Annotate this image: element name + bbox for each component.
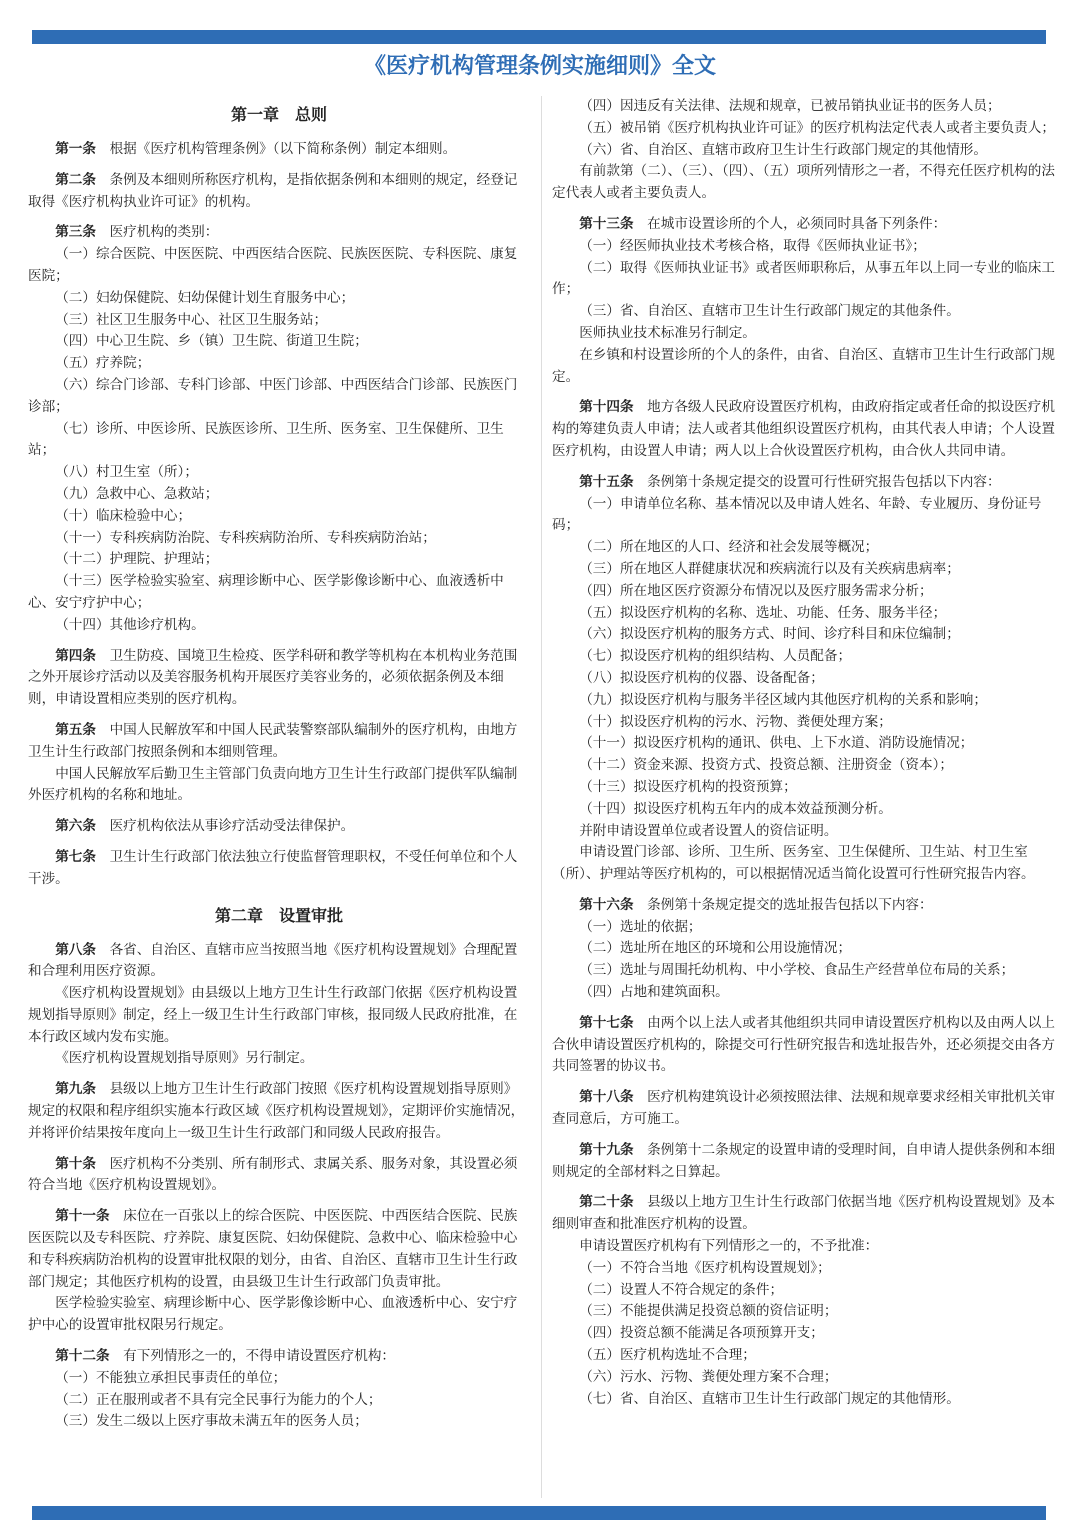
article-tag: 第十四条	[579, 399, 634, 416]
article-text: 条例第十条规定提交的选址报告包括以下内容：	[647, 896, 933, 913]
list-item: （六）污水、污物、粪便处理方案不合理；	[579, 1368, 838, 1385]
list-item: （二）正在服刑或者不具有完全民事行为能力的个人；	[55, 1391, 382, 1408]
list-item: （九）拟设医疗机构与服务半径区域内其他医疗机构的关系和影响；	[579, 691, 987, 708]
list-item: （一）不符合当地《医疗机构设置规划》；	[579, 1259, 831, 1276]
article-16	[552, 895, 1058, 917]
list-item: （一）选址的依据；	[579, 918, 702, 935]
list-item: （四）中心卫生院、乡（镇）卫生院、街道卫生院；	[55, 333, 368, 350]
list-item: （十）临床检验中心；	[55, 507, 192, 524]
article-tag: 第十三条	[579, 215, 634, 232]
article-tag: 第五条	[55, 721, 96, 738]
article-text: 卫生计生行政部门依法独立行使监督管理职权，不受任何单位和个人干涉。	[28, 848, 518, 887]
article-tag: 第十八条	[579, 1089, 634, 1106]
article-tag: 第一条	[55, 141, 96, 157]
left-column	[28, 96, 530, 1498]
article-3	[28, 222, 530, 244]
article-text: 由两个以上法人或者其他组织共同申请设置医疗机构以及由两人以上合伙申请设置医疗机构的，除提交可行性研究报告和选址报告外，还必须提交由各方共同签署的协议书。	[552, 1014, 1055, 1075]
list-item: （六）省、自治区、直辖市政府卫生计生行政部门规定的其他情形。	[579, 141, 987, 158]
article-text: 各省、自治区、直辖市应当按照当地《医疗机构设置规划》合理配置和合理利用医疗资源。	[28, 941, 518, 980]
column-divider	[541, 96, 542, 1498]
article-paragraph: 《医疗机构设置规划》由县级以上地方卫生计生行政部门依据《医疗机构设置规划指导原则》制定，经上一级卫生计生行政部门审核，报同级人民政府批准，在本行政区域内发布实施。	[28, 985, 518, 1045]
article-15	[552, 472, 1058, 494]
list-item: （一）不能独立承担民事责任的单位；	[55, 1369, 287, 1386]
list-item: （六）拟设医疗机构的服务方式、时间、诊疗科目和床位编制；	[579, 626, 960, 643]
list-item: （五）医疗机构选址不合理；	[579, 1347, 756, 1364]
list-item: （三）社区卫生服务中心、社区卫生服务站；	[55, 311, 328, 328]
list-item: （二）选址所在地区的环境和公用设施情况；	[579, 940, 852, 957]
article-paragraph: 医师执业技术标准另行制定。	[579, 324, 756, 341]
article-17	[552, 1013, 1058, 1078]
article-text: 医疗机构建筑设计必须按照法律、法规和规章要求经相关审批机关审查同意后，方可施工。	[552, 1089, 1055, 1128]
list-item: （五）疗养院；	[55, 355, 151, 372]
article-tag: 第二十条	[579, 1194, 634, 1211]
article-8	[28, 940, 530, 984]
list-item: （二）取得《医师执业证书》或者医师职称后，从事五年以上同一专业的临床工作；	[552, 259, 1055, 298]
article-text: 根据《医疗机构管理条例》（以下简称条例）制定本细则。	[109, 141, 457, 157]
article-13	[552, 214, 1058, 236]
article-paragraph: 申请设置门诊部、诊所、卫生所、医务室、卫生保健所、卫生站、村卫生室（所）、护理站等医疗机构的，可以根据情况适当简化设置可行性研究报告内容。	[552, 844, 1035, 883]
article-paragraph: 并附申请设置单位或者设置人的资信证明。	[579, 822, 838, 839]
article-paragraph: 《医疗机构设置规划指导原则》另行制定。	[55, 1050, 314, 1067]
article-7	[28, 847, 530, 891]
list-item: （五）被吊销《医疗机构执业许可证》的医疗机构法定代表人或者主要负责人；	[579, 119, 1055, 136]
article-text: 中国人民解放军和中国人民武装警察部队编制外的医疗机构，由地方卫生计生行政部门按照条例和本细则管理。	[28, 721, 518, 760]
chapter-heading: 第一章 总则	[230, 105, 327, 124]
article-18	[552, 1087, 1058, 1131]
article-tag: 第十条	[55, 1155, 96, 1172]
article-12	[28, 1346, 530, 1368]
list-item: （四）所在地区医疗资源分布情况以及医疗服务需求分析；	[579, 582, 933, 599]
list-item: （一）经医师执业技术考核合格，取得《医师执业证书》；	[579, 237, 926, 254]
article-tag: 第十二条	[55, 1348, 110, 1365]
list-item: （十二）资金来源、投资方式、投资总额、注册资金（资本）；	[579, 757, 954, 774]
right-column	[552, 96, 1058, 1498]
list-item: （十二）护理院、护理站；	[55, 551, 219, 568]
list-item: （一）综合医院、中医医院、中西医结合医院、民族医医院、专科医院、康复医院；	[28, 246, 518, 284]
article-text: 床位在一百张以上的综合医院、中医医院、中西医结合医院、民族医医院以及专科医院、疗养院、康复医院、妇幼保健院、急救中心、临床检验中心和专科疾病防治机构的设置审批权限的划分，由省、自治区、直辖市卫生计生行政部门规定；其他医疗机构的设置，由县级卫生计生行政部门负责审批。	[28, 1208, 518, 1290]
chapter-heading: 第二章 设置审批	[214, 905, 343, 925]
list-item: （二）所在地区的人口、经济和社会发展等概况；	[579, 539, 879, 556]
article-tag: 第十六条	[579, 896, 634, 913]
article-tag: 第十五条	[579, 473, 634, 490]
list-item: （七）省、自治区、直辖市卫生计生行政部门规定的其他情形。	[579, 1390, 960, 1407]
list-item: （四）占地和建筑面积。	[579, 984, 729, 1001]
bottom-color-bar	[32, 1506, 1046, 1520]
article-text: 医疗机构不分类别、所有制形式、隶属关系、服务对象，其设置必须符合当地《医疗机构设置规划》。	[28, 1155, 518, 1194]
list-item: （三）不能提供满足投资总额的资信证明；	[579, 1303, 838, 1320]
list-item: （十三）医学检验实验室、病理诊断中心、医学影像诊断中心、血液透析中心、安宁疗护中心；	[28, 573, 504, 611]
article-14	[552, 397, 1058, 462]
article-tag: 第八条	[55, 941, 96, 958]
list-item: （十）拟设医疗机构的污水、污物、粪便处理方案；	[579, 713, 892, 730]
article-paragraph: 中国人民解放军后勤卫生主管部门负责向地方卫生计生行政部门提供军队编制外医疗机构的名称和地址。	[28, 765, 518, 804]
list-item: （十四）其他诊疗机构。	[55, 616, 205, 633]
list-item: （八）拟设医疗机构的仪器、设备配备；	[579, 669, 824, 686]
article-text: 条例第十二条规定的设置申请的受理时间，自申请人提供条例和本细则规定的全部材料之日算起。	[552, 1141, 1055, 1180]
article-paragraph: 申请设置医疗机构有下列情形之一的，不予批准：	[579, 1238, 879, 1255]
article-11	[28, 1206, 530, 1293]
article-tag: 第十一条	[55, 1208, 110, 1225]
article-tag: 第十七条	[579, 1014, 634, 1031]
list-item: （三）省、自治区、直辖市卫生计生行政部门规定的其他条件。	[579, 303, 960, 320]
list-item: （二）妇幼保健院、妇幼保健计划生育服务中心；	[55, 289, 355, 306]
article-text: 医疗机构的类别：	[109, 224, 219, 241]
article-text: 在城市设置诊所的个人，必须同时具备下列条件：	[647, 215, 947, 232]
list-item: （七）拟设医疗机构的组织结构、人员配备；	[579, 648, 852, 665]
list-item: （九）急救中心、急救站；	[55, 485, 219, 502]
article-20	[552, 1192, 1058, 1236]
list-item: （一）申请单位名称、基本情况以及申请人姓名、年龄、专业履历、身份证号码；	[552, 495, 1042, 534]
list-item: （十三）拟设医疗机构的投资预算；	[579, 778, 797, 795]
article-text: 地方各级人民政府设置医疗机构，由政府指定或者任命的拟设医疗机构的筹建负责人申请；法人或者其他组织设置医疗机构，由其代表人申请；个人设置医疗机构，由设置人申请；两人以上合伙设置医疗机构，由合伙人共同申请。	[552, 399, 1055, 459]
article-tag: 第四条	[55, 647, 96, 664]
list-item: （二）设置人不符合规定的条件；	[579, 1281, 784, 1298]
article-2	[28, 170, 530, 214]
article-text: 县级以上地方卫生计生行政部门按照《医疗机构设置规划指导原则》规定的权限和程序组织实施本行政区域《医疗机构设置规划》，定期评价实施情况，并将评价结果按年度向上一级卫生计生行政部门和同级人民政府报告。	[28, 1081, 525, 1141]
article-text: 医疗机构依法从事诊疗活动受法律保护。	[109, 818, 355, 835]
article-text: 卫生防疫、国境卫生检疫、医学科研和教学等机构在本机构业务范围之外开展诊疗活动以及美容服务机构开展医疗美容业务的，必须依据条例及本细则，申请设置相应类别的医疗机构。	[28, 647, 518, 708]
list-item: （三）选址与周围托幼机构、中小学校、食品生产经营单位布局的关系；	[579, 962, 1015, 979]
list-item: （八）村卫生室（所）；	[55, 464, 198, 481]
article-paragraph: 有前款第（二）、（三）、（四）、（五）项所列情形之一者，不得充任医疗机构的法定代表人或者主要负责人。	[552, 163, 1055, 202]
article-tag: 第三条	[55, 224, 96, 241]
article-5	[28, 720, 530, 764]
list-item: （四）投资总额不能满足各项预算开支；	[579, 1325, 824, 1342]
article-tag: 第九条	[55, 1081, 96, 1098]
article-tag: 第十九条	[579, 1141, 634, 1158]
article-paragraph: 医学检验实验室、病理诊断中心、医学影像诊断中心、血液透析中心、安宁疗护中心的设置审批权限另行规定。	[28, 1295, 518, 1334]
list-item: （五）拟设医疗机构的名称、选址、功能、任务、服务半径；	[579, 604, 947, 621]
list-item: （三）所在地区人群健康状况和疾病流行以及有关疾病患病率；	[579, 560, 960, 577]
article-paragraph: 在乡镇和村设置诊所的个人的条件，由省、自治区、直辖市卫生计生行政部门规定。	[552, 346, 1055, 385]
article-tag: 第二条	[55, 171, 96, 188]
list-item: （六）综合门诊部、专科门诊部、中医门诊部、中西医结合门诊部、民族医门诊部；	[28, 376, 518, 415]
article-6	[28, 816, 530, 838]
article-text: 县级以上地方卫生计生行政部门依据当地《医疗机构设置规划》及本细则审查和批准医疗机构的设置。	[552, 1194, 1055, 1233]
list-item: （十一）专科疾病防治院、专科疾病防治所、专科疾病防治站；	[55, 529, 436, 546]
article-1	[28, 139, 530, 161]
list-item: （四）因违反有关法律、法规和规章，已被吊销执业证书的医务人员；	[579, 98, 1001, 114]
document-title: 《医疗机构管理条例实施细则》全文	[363, 54, 716, 79]
list-item: （十四）拟设医疗机构五年内的成本效益预测分析。	[579, 800, 892, 817]
list-item: （三）发生二级以上医疗事故未满五年的医务人员；	[55, 1413, 368, 1430]
article-text: 有下列情形之一的，不得申请设置医疗机构：	[123, 1348, 396, 1365]
article-tag: 第七条	[55, 848, 96, 865]
article-10	[28, 1154, 530, 1198]
article-text: 条例及本细则所称医疗机构，是指依据条例和本细则的规定，经登记取得《医疗机构执业许可证》的机构。	[28, 171, 518, 210]
article-4	[28, 646, 530, 711]
article-9	[28, 1079, 530, 1144]
list-item: （七）诊所、中医诊所、民族医诊所、卫生所、医务室、卫生保健所、卫生站；	[28, 420, 504, 459]
list-item: （十一）拟设医疗机构的通讯、供电、上下水道、消防设施情况；	[579, 735, 974, 752]
article-text: 条例第十条规定提交的设置可行性研究报告包括以下内容：	[647, 473, 1001, 490]
top-color-bar	[32, 30, 1046, 44]
article-tag: 第六条	[55, 818, 96, 835]
article-19	[552, 1140, 1058, 1184]
